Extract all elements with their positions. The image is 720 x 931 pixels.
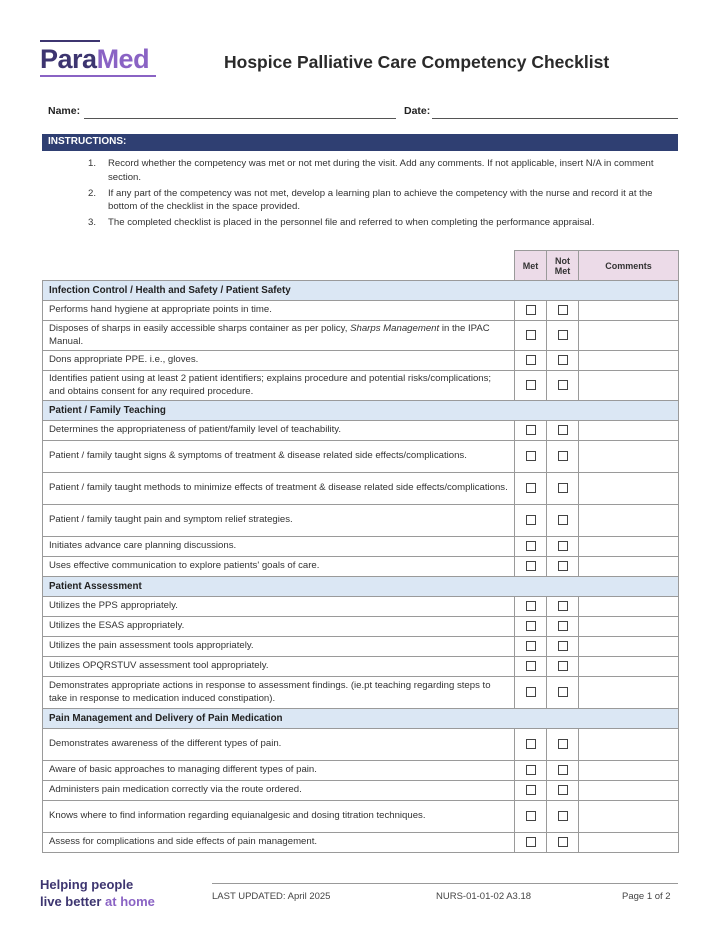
met-checkbox[interactable] [526, 380, 536, 390]
met-cell [515, 557, 547, 577]
comments-cell[interactable] [579, 833, 679, 853]
met-cell [515, 441, 547, 473]
met-cell [515, 371, 547, 401]
competency-text [43, 801, 515, 833]
footer-divider [212, 883, 678, 884]
table-row [43, 441, 679, 473]
table-header-row [43, 251, 679, 281]
not-met-checkbox[interactable] [558, 811, 568, 821]
comments-cell[interactable] [579, 505, 679, 537]
not-met-column-header: Not Met [547, 251, 579, 281]
met-checkbox[interactable] [526, 355, 536, 365]
section-title: Infection Control / Health and Safety / Patient Safety [43, 281, 679, 301]
not-met-checkbox[interactable] [558, 641, 568, 651]
table-row [43, 833, 679, 853]
met-checkbox[interactable] [526, 451, 536, 461]
met-cell [515, 351, 547, 371]
not-met-cell [547, 441, 579, 473]
met-cell [515, 505, 547, 537]
not-met-cell [547, 473, 579, 505]
table-row [43, 421, 679, 441]
not-met-checkbox[interactable] [558, 765, 568, 775]
met-checkbox[interactable] [526, 305, 536, 315]
tagline-line2-a: live better [40, 894, 106, 909]
met-checkbox[interactable] [526, 837, 536, 847]
comments-cell[interactable] [579, 657, 679, 677]
comments-cell[interactable] [579, 421, 679, 441]
table-row [43, 505, 679, 537]
comments-cell[interactable] [579, 537, 679, 557]
met-checkbox[interactable] [526, 601, 536, 611]
met-cell [515, 473, 547, 505]
table-row [43, 351, 679, 371]
logo-text-med: Med [96, 44, 150, 74]
not-met-checkbox[interactable] [558, 541, 568, 551]
date-field[interactable] [432, 118, 678, 119]
competency-text [43, 637, 515, 657]
comments-cell[interactable] [579, 473, 679, 505]
met-checkbox[interactable] [526, 765, 536, 775]
instruction-item [88, 216, 678, 230]
competency-text-part: Demonstrates appropriate actions in response to assessment findings. (ie.pt teaching regarding steps to take in response to medication induced constipation). [49, 680, 491, 704]
instructions-header: INSTRUCTIONS: [42, 134, 678, 151]
not-met-cell [547, 833, 579, 853]
met-cell [515, 781, 547, 801]
not-met-checkbox[interactable] [558, 425, 568, 435]
table-row [43, 597, 679, 617]
not-met-checkbox[interactable] [558, 305, 568, 315]
met-cell [515, 537, 547, 557]
met-cell [515, 761, 547, 781]
competency-text [43, 421, 515, 441]
competency-text-part: in the IPAC Manual. [49, 323, 490, 347]
not-met-cell [547, 729, 579, 761]
competency-text-part: Assess for complications and side effects of pain management. [49, 836, 318, 848]
section-header-row [43, 709, 679, 729]
not-met-checkbox[interactable] [558, 601, 568, 611]
not-met-cell [547, 301, 579, 321]
not-met-cell [547, 421, 579, 441]
footer-tagline [40, 876, 155, 910]
not-met-checkbox[interactable] [558, 515, 568, 525]
section-title: Pain Management and Delivery of Pain Medication [43, 709, 679, 729]
section-header-row [43, 577, 679, 597]
competency-text [43, 677, 515, 709]
comments-cell[interactable] [579, 677, 679, 709]
comments-cell[interactable] [579, 301, 679, 321]
not-met-cell [547, 801, 579, 833]
not-met-checkbox[interactable] [558, 483, 568, 493]
table-row [43, 677, 679, 709]
met-checkbox[interactable] [526, 641, 536, 651]
not-met-checkbox[interactable] [558, 380, 568, 390]
table-row [43, 371, 679, 401]
paramed-logo [40, 40, 158, 77]
table-row [43, 729, 679, 761]
competency-text-part: Dons appropriate PPE. i.e., gloves. [49, 354, 199, 366]
met-checkbox[interactable] [526, 425, 536, 435]
met-checkbox[interactable] [526, 515, 536, 525]
met-checkbox[interactable] [526, 621, 536, 631]
competency-text [43, 505, 515, 537]
competency-text-part: Utilizes the ESAS appropriately. [49, 620, 185, 632]
competency-text [43, 537, 515, 557]
not-met-cell [547, 657, 579, 677]
not-met-cell [547, 351, 579, 371]
document-title: Hospice Palliative Care Competency Checklist [224, 52, 610, 72]
table-row [43, 761, 679, 781]
met-cell [515, 729, 547, 761]
met-cell [515, 617, 547, 637]
competency-text [43, 321, 515, 351]
not-met-cell [547, 677, 579, 709]
section-title: Patient / Family Teaching [43, 401, 679, 421]
competency-text [43, 781, 515, 801]
table-row [43, 473, 679, 505]
instruction-number: 3. [88, 217, 97, 228]
met-checkbox[interactable] [526, 811, 536, 821]
not-met-checkbox[interactable] [558, 355, 568, 365]
comments-cell[interactable] [579, 371, 679, 401]
not-met-checkbox[interactable] [558, 561, 568, 571]
competency-text-part: Initiates advance care planning discussions. [49, 540, 237, 552]
not-met-checkbox[interactable] [558, 739, 568, 749]
competency-text-part: Performs hand hygiene at appropriate points in time. [49, 304, 272, 316]
comments-column-header: Comments [579, 251, 679, 281]
instruction-item [88, 157, 678, 184]
competency-text [43, 729, 515, 761]
not-met-cell [547, 505, 579, 537]
table-row [43, 637, 679, 657]
met-cell [515, 301, 547, 321]
table-row [43, 557, 679, 577]
comments-cell[interactable] [579, 441, 679, 473]
table-row [43, 657, 679, 677]
met-column-header: Met [515, 251, 547, 281]
not-met-cell [547, 637, 579, 657]
comments-cell[interactable] [579, 801, 679, 833]
competency-text-part: Patient / family taught signs & symptoms of treatment & disease related side effects/complications. [49, 450, 467, 462]
met-checkbox[interactable] [526, 483, 536, 493]
document-code: NURS-01-01-02 A3.18 [436, 891, 532, 902]
met-cell [515, 801, 547, 833]
not-met-checkbox[interactable] [558, 661, 568, 671]
competency-checklist-table [42, 250, 679, 853]
not-met-checkbox[interactable] [558, 837, 568, 847]
competency-text [43, 301, 515, 321]
competency-text-part: Patient / family taught pain and symptom relief strategies. [49, 514, 293, 526]
competency-text-part: Administers pain medication correctly via the route ordered. [49, 784, 302, 796]
logo-accent-bar [40, 40, 100, 42]
competency-text [43, 351, 515, 371]
competency-text-part: Demonstrates awareness of the different types of pain. [49, 738, 282, 750]
last-updated: LAST UPDATED: April 2025 [212, 891, 331, 902]
met-checkbox[interactable] [526, 785, 536, 795]
tagline-line1: Helping people [40, 877, 134, 892]
comments-cell[interactable] [579, 597, 679, 617]
name-label: Name: [48, 105, 81, 117]
instruction-item [88, 187, 678, 214]
date-label: Date: [404, 105, 431, 117]
not-met-cell [547, 321, 579, 351]
not-met-cell [547, 781, 579, 801]
met-cell [515, 421, 547, 441]
met-checkbox[interactable] [526, 661, 536, 671]
met-cell [515, 833, 547, 853]
not-met-checkbox[interactable] [558, 785, 568, 795]
comments-cell[interactable] [579, 781, 679, 801]
instruction-number: 1. [88, 158, 97, 169]
competency-text-part: Disposes of sharps in easily accessible sharps container as per policy, [49, 323, 351, 334]
competency-text [43, 473, 515, 505]
section-header-row [43, 401, 679, 421]
header-blank-cell [43, 251, 515, 281]
competency-text-part: Knows where to find information regarding equianalgesic and dosing titration techniques. [49, 810, 426, 822]
section-title: Patient Assessment [43, 577, 679, 597]
table-row [43, 321, 679, 351]
page-number: Page 1 of 2 [622, 891, 671, 902]
competency-text [43, 657, 515, 677]
competency-text-part: Identifies patient using at least 2 patient identifiers; explains procedure and potential risks/complications; and obtains consent for any required procedure. [49, 373, 492, 397]
met-cell [515, 657, 547, 677]
competency-text-part: Utilizes the PPS appropriately. [49, 600, 178, 612]
comments-cell[interactable] [579, 761, 679, 781]
competency-text [43, 761, 515, 781]
comments-cell[interactable] [579, 351, 679, 371]
name-field[interactable] [84, 118, 396, 119]
not-met-cell [547, 537, 579, 557]
competency-text-part: Patient / family taught methods to minimize effects of treatment & disease related side effects/complications. [49, 482, 508, 494]
comments-cell[interactable] [579, 321, 679, 351]
not-met-checkbox[interactable] [558, 621, 568, 631]
not-met-cell [547, 597, 579, 617]
not-met-cell [547, 761, 579, 781]
section-header-row [43, 281, 679, 301]
not-met-cell [547, 557, 579, 577]
instructions-list [88, 157, 678, 232]
instruction-text: The completed checklist is placed in the personnel file and referred to when completing the performance appraisal. [108, 217, 595, 228]
competency-text [43, 557, 515, 577]
met-checkbox[interactable] [526, 739, 536, 749]
competency-text-part: Uses effective communication to explore patients' goals of care. [49, 560, 320, 572]
met-cell [515, 597, 547, 617]
met-cell [515, 637, 547, 657]
met-checkbox[interactable] [526, 561, 536, 571]
met-checkbox[interactable] [526, 330, 536, 340]
competency-text-part: Utilizes the pain assessment tools appropriately. [49, 640, 254, 652]
met-cell [515, 321, 547, 351]
not-met-cell [547, 617, 579, 637]
table-row [43, 301, 679, 321]
not-met-checkbox[interactable] [558, 687, 568, 697]
competency-text [43, 833, 515, 853]
competency-text [43, 597, 515, 617]
not-met-checkbox[interactable] [558, 451, 568, 461]
met-checkbox[interactable] [526, 687, 536, 697]
not-met-cell [547, 371, 579, 401]
not-met-checkbox[interactable] [558, 330, 568, 340]
competency-text-part: Determines the appropriateness of patient/family level of teachability. [49, 424, 342, 436]
competency-text-part: Aware of basic approaches to managing different types of pain. [49, 764, 317, 776]
comments-cell[interactable] [579, 729, 679, 761]
met-cell [515, 677, 547, 709]
table-row [43, 537, 679, 557]
competency-text [43, 441, 515, 473]
comments-cell[interactable] [579, 557, 679, 577]
competency-text-part: Utilizes OPQRSTUV assessment tool appropriately. [49, 660, 269, 672]
logo-underline [40, 75, 156, 77]
competency-text-reference: Sharps Management [350, 323, 440, 334]
instruction-text: Record whether the competency was met or not met during the visit. Add any comments. If not applicable, insert N/A in comment section. [108, 158, 654, 183]
instruction-number: 2. [88, 187, 97, 199]
met-checkbox[interactable] [526, 541, 536, 551]
logo-text-para: Para [40, 44, 97, 74]
comments-cell[interactable] [579, 637, 679, 657]
table-row [43, 617, 679, 637]
instruction-text: If any part of the competency was not met, develop a learning plan to achieve the competency with the nurse and record it at the bottom of the checklist in the space provided. [108, 187, 653, 212]
table-row [43, 801, 679, 833]
competency-text [43, 617, 515, 637]
tagline-line2-b: at home [105, 894, 155, 909]
comments-cell[interactable] [579, 617, 679, 637]
competency-text [43, 371, 515, 401]
table-row [43, 781, 679, 801]
